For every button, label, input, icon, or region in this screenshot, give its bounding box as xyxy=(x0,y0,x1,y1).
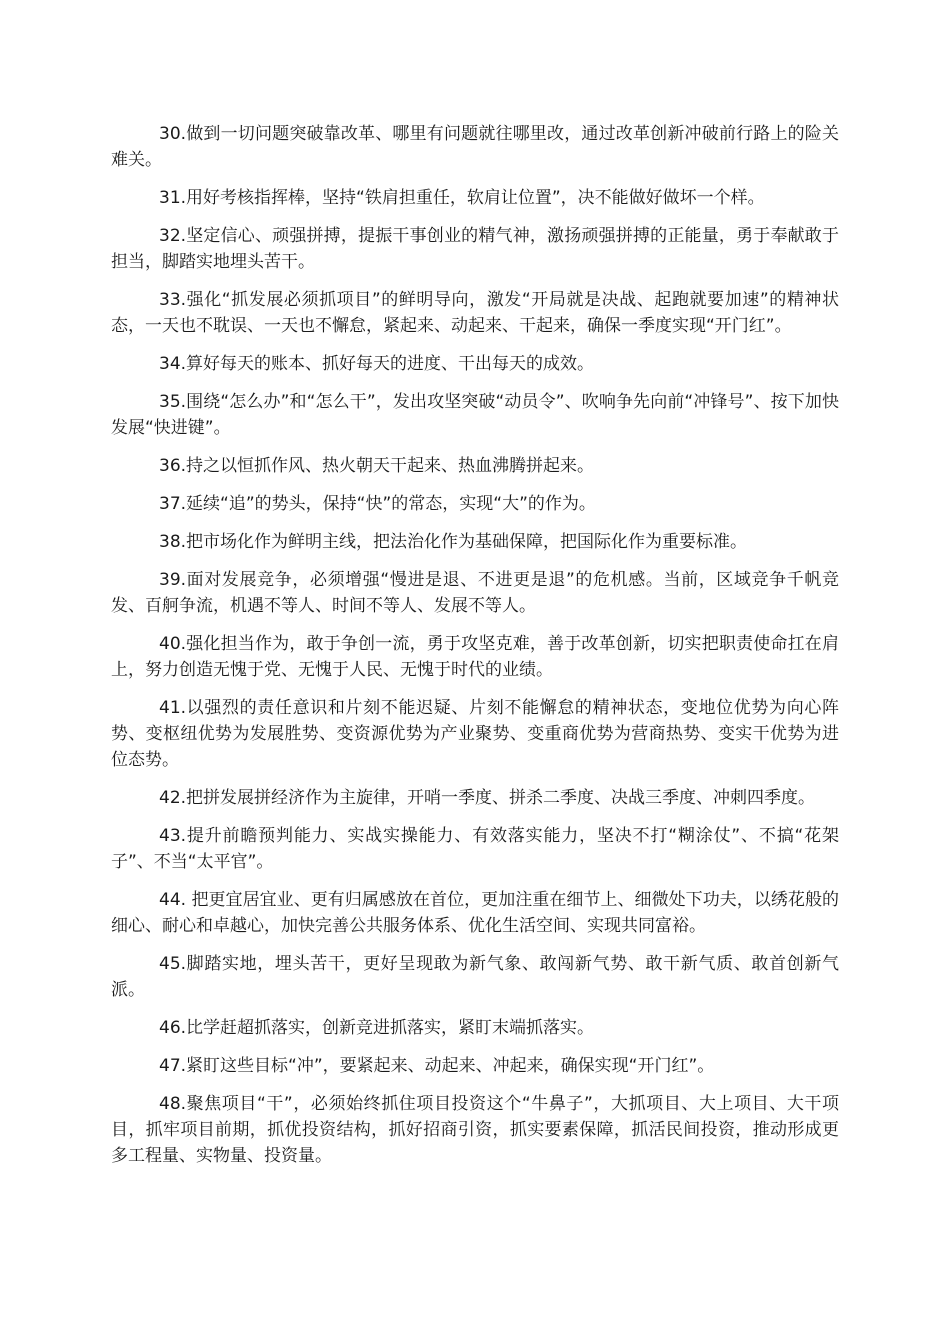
paragraph-40: 40.强化担当作为，敢于争创一流，勇于攻坚克难，善于改革创新，切实把职责使命扛在肩上，努力创造无愧于党、无愧于人民、无愧于时代的业绩。 xyxy=(111,634,839,680)
paragraph-48: 48.聚焦项目“干”，必须始终抓住项目投资这个“牛鼻子”，大抓项目、大上项目、大干项目，抓牢项目前期，抓优投资结构，抓好招商引资，抓实要素保障，抓活民间投资，推动形成更多工程量、实物量、投资量。 xyxy=(111,1094,839,1166)
paragraph-30: 30.做到一切问题突破靠改革、哪里有问题就往哪里改，通过改革创新冲破前行路上的险关难关。 xyxy=(111,124,839,170)
paragraph-33: 33.强化“抓发展必须抓项目”的鲜明导向，激发“开局就是决战、起跑就要加速”的精神状态，一天也不耽误、一天也不懈怠，紧起来、动起来、干起来，确保一季度实现“开门红”。 xyxy=(111,290,839,336)
paragraph-47: 47.紧盯这些目标“冲”，要紧起来、动起来、冲起来，确保实现“开门红”。 xyxy=(159,1056,715,1076)
paragraph-42: 42.把拼发展拼经济作为主旋律，开哨一季度、拼杀二季度、决战三季度、冲刺四季度。 xyxy=(159,788,816,808)
paragraph-35: 35.围绕“怎么办”和“怎么干”，发出攻坚突破“动员令”、吹响争先向前“冲锋号”、按下加快发展“快进键”。 xyxy=(111,392,839,438)
paragraph-32: 32.坚定信心、顽强拼搏，提振干事创业的精气神，激扬顽强拼搏的正能量，勇于奉献敢于担当，脚踏实地埋头苦干。 xyxy=(111,226,839,272)
paragraph-34: 34.算好每天的账本、抓好每天的进度、干出每天的成效。 xyxy=(159,354,595,374)
paragraph-37: 37.延续“追”的势头，保持“快”的常态，实现“大”的作为。 xyxy=(159,494,596,514)
paragraph-38: 38.把市场化作为鲜明主线，把法治化作为基础保障，把国际化作为重要标准。 xyxy=(159,532,748,552)
paragraph-36: 36.持之以恒抓作风、热火朝天干起来、热血沸腾拼起来。 xyxy=(159,456,595,476)
paragraph-41: 41.以强烈的责任意识和片刻不能迟疑、片刻不能懈怠的精神状态，变地位优势为向心阵势、变枢纽优势为发展胜势、变资源优势为产业聚势、变重商优势为营商热势、变实干优势为进位态势。 xyxy=(111,698,839,770)
paragraph-44: 44. 把更宜居宜业、更有归属感放在首位，更加注重在细节上、细微处下功夫，以绣花般的细心、耐心和卓越心，加快完善公共服务体系、优化生活空间、实现共同富裕。 xyxy=(111,890,839,936)
paragraph-31: 31.用好考核指挥棒，坚持“铁肩担重任，软肩让位置”，决不能做好做坏一个样。 xyxy=(159,188,765,208)
paragraph-39: 39.面对发展竞争，必须增强“慢进是退、不进更是退”的危机感。当前，区域竞争千帆竞发、百舸争流，机遇不等人、时间不等人、发展不等人。 xyxy=(111,570,839,616)
paragraph-43: 43.提升前瞻预判能力、实战实操能力、有效落实能力，坚决不打“糊涂仗”、不搞“花架子”、不当“太平官”。 xyxy=(111,826,839,872)
paragraph-46: 46.比学赶超抓落实，创新竞进抓落实，紧盯末端抓落实。 xyxy=(159,1018,595,1038)
paragraph-45: 45.脚踏实地，埋头苦干，更好呈现敢为新气象、敢闯新气势、敢干新气质、敢首创新气派。 xyxy=(111,954,839,1000)
document-body xyxy=(111,121,839,1181)
